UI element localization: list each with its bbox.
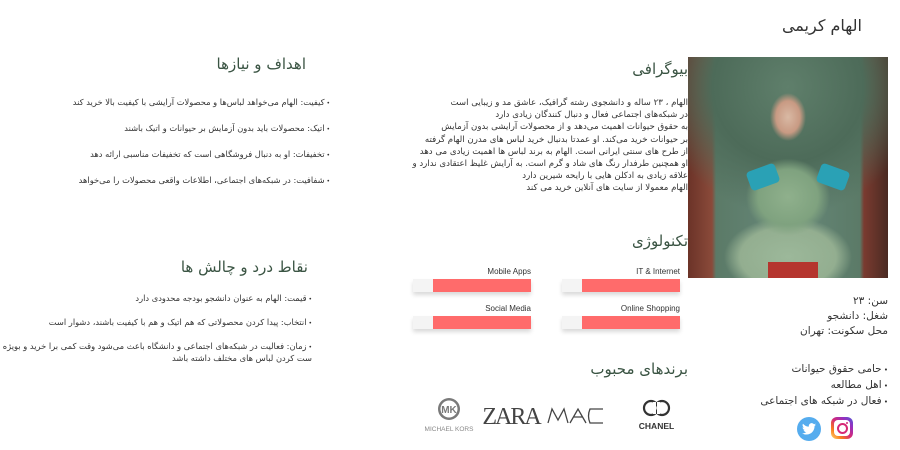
bio-line: او همچنین طرفدار رنگ های شاد و گرم است. به آرایش غلیظ اعتقادی ندارد و bbox=[412, 159, 688, 170]
tech-item-it-internet bbox=[562, 267, 680, 292]
photo-detail bbox=[768, 262, 818, 278]
trait-item: • حامی حقوق حیوانات bbox=[688, 362, 888, 378]
tech-fill bbox=[433, 279, 531, 292]
bio-heading: بیوگرافی bbox=[632, 60, 688, 78]
svg-text:ZARA: ZARA bbox=[482, 404, 540, 430]
pains-list bbox=[0, 293, 312, 376]
svg-text:MK: MK bbox=[441, 405, 457, 416]
info-age: سن: ۲۳ bbox=[853, 295, 888, 307]
bio-line: از طرح های سنتی ایرانی است. الهام به برند لباس ها اهمیت زیادی می دهد bbox=[419, 146, 688, 157]
goals-heading: اهداف و نیازها bbox=[216, 55, 306, 73]
brands-heading: برندهای محبوب bbox=[590, 360, 688, 378]
trait-item: • فعال در شبکه های اجتماعی bbox=[688, 394, 888, 410]
tech-fill bbox=[433, 316, 531, 329]
tech-bar bbox=[562, 279, 680, 292]
instagram-icon[interactable] bbox=[831, 417, 853, 439]
tech-label: Online Shopping bbox=[620, 304, 680, 313]
photo-detail bbox=[745, 162, 780, 191]
tech-item-online-shopping bbox=[562, 304, 680, 329]
svg-text:CHANEL: CHANEL bbox=[638, 421, 675, 431]
info-job: شغل: دانشجو bbox=[827, 310, 888, 322]
traits-list bbox=[688, 362, 888, 410]
persona-info bbox=[688, 294, 888, 339]
tech-fill bbox=[582, 316, 680, 329]
tech-bar bbox=[413, 279, 531, 292]
bio-text bbox=[368, 97, 688, 195]
michael-kors-logo bbox=[425, 398, 475, 433]
twitter-icon[interactable] bbox=[797, 417, 821, 441]
trait-item: • اهل مطالعه bbox=[688, 378, 888, 394]
pain-item: • قیمت: الهام به عنوان دانشجو بودجه محدودی دارد bbox=[0, 293, 312, 305]
persona-name: الهام کریمی bbox=[781, 16, 862, 35]
chanel-logo bbox=[639, 401, 674, 431]
social-links bbox=[797, 417, 853, 441]
tech-bar bbox=[413, 316, 531, 329]
goal-item: • اتیک: محصولات باید بدون آزمایش بر حیوانات و اتیک باشند bbox=[0, 123, 330, 149]
tech-bar bbox=[562, 316, 680, 329]
bio-line: بر حیوانات خرید می‌کند. او عمدتا بدنبال خرید لباس های مدرن الهام گرفته bbox=[424, 134, 688, 145]
bio-line: به حقوق حیوانات اهمیت می‌دهد و از محصولات آرایشی بدون آزمایش bbox=[441, 122, 688, 133]
bio-line: علاقه زیادی به ادکلن هایی با رایحه شیرین دارد bbox=[522, 171, 688, 182]
goals-list bbox=[0, 97, 330, 201]
info-location: محل سکونت: تهران bbox=[799, 325, 888, 337]
brands-logos bbox=[418, 398, 683, 438]
pain-item: • انتخاب: پیدا کردن محصولاتی که هم اتیک و هم با کیفیت باشند، دشوار است bbox=[0, 317, 312, 329]
tech-label: Mobile Apps bbox=[487, 267, 531, 276]
tech-item-mobile-apps bbox=[413, 267, 531, 292]
goal-item: • تخفیفات: او به دنبال فروشگاهی است که تخفیفات مناسبی ارائه دهد bbox=[0, 149, 330, 175]
goal-item: • کیفیت: الهام می‌خواهد لباس‌ها و محصولات آرایشی با کیفیت بالا خرید کند bbox=[0, 97, 330, 123]
tech-heading: تکنولوژی bbox=[631, 232, 688, 250]
pains-heading: نقاط درد و چالش ها bbox=[180, 258, 308, 276]
persona-photo bbox=[688, 57, 888, 278]
tech-item-social-media bbox=[413, 304, 531, 329]
tech-label: Social Media bbox=[485, 304, 531, 313]
svg-text:MICHAEL KORS: MICHAEL KORS bbox=[424, 426, 474, 433]
goal-item: • شفافیت: در شبکه‌های اجتماعی، اطلاعات واقعی محصولات را می‌خواهد bbox=[0, 175, 330, 201]
bio-line: الهام ، ۲۳ ساله و دانشجوی رشته گرافیک، عاشق مد و زیبایی است bbox=[450, 98, 688, 108]
bio-line: الهام معمولا از سایت های آنلاین خرید می کند bbox=[526, 183, 688, 194]
tech-fill bbox=[582, 279, 680, 292]
tech-label: IT & Internet bbox=[636, 267, 680, 276]
bio-line: در شبکه‌های اجتماعی فعال و دنبال کنندگان زیادی دارد bbox=[495, 110, 688, 121]
pain-item: • زمان: فعالیت در شبکه‌های اجتماعی و دانشگاه باعث می‌شود وقت کمی برا خرید و بویژه ست کردن لباس های مختلف داشته باشد bbox=[0, 341, 312, 364]
photo-detail bbox=[815, 162, 850, 191]
